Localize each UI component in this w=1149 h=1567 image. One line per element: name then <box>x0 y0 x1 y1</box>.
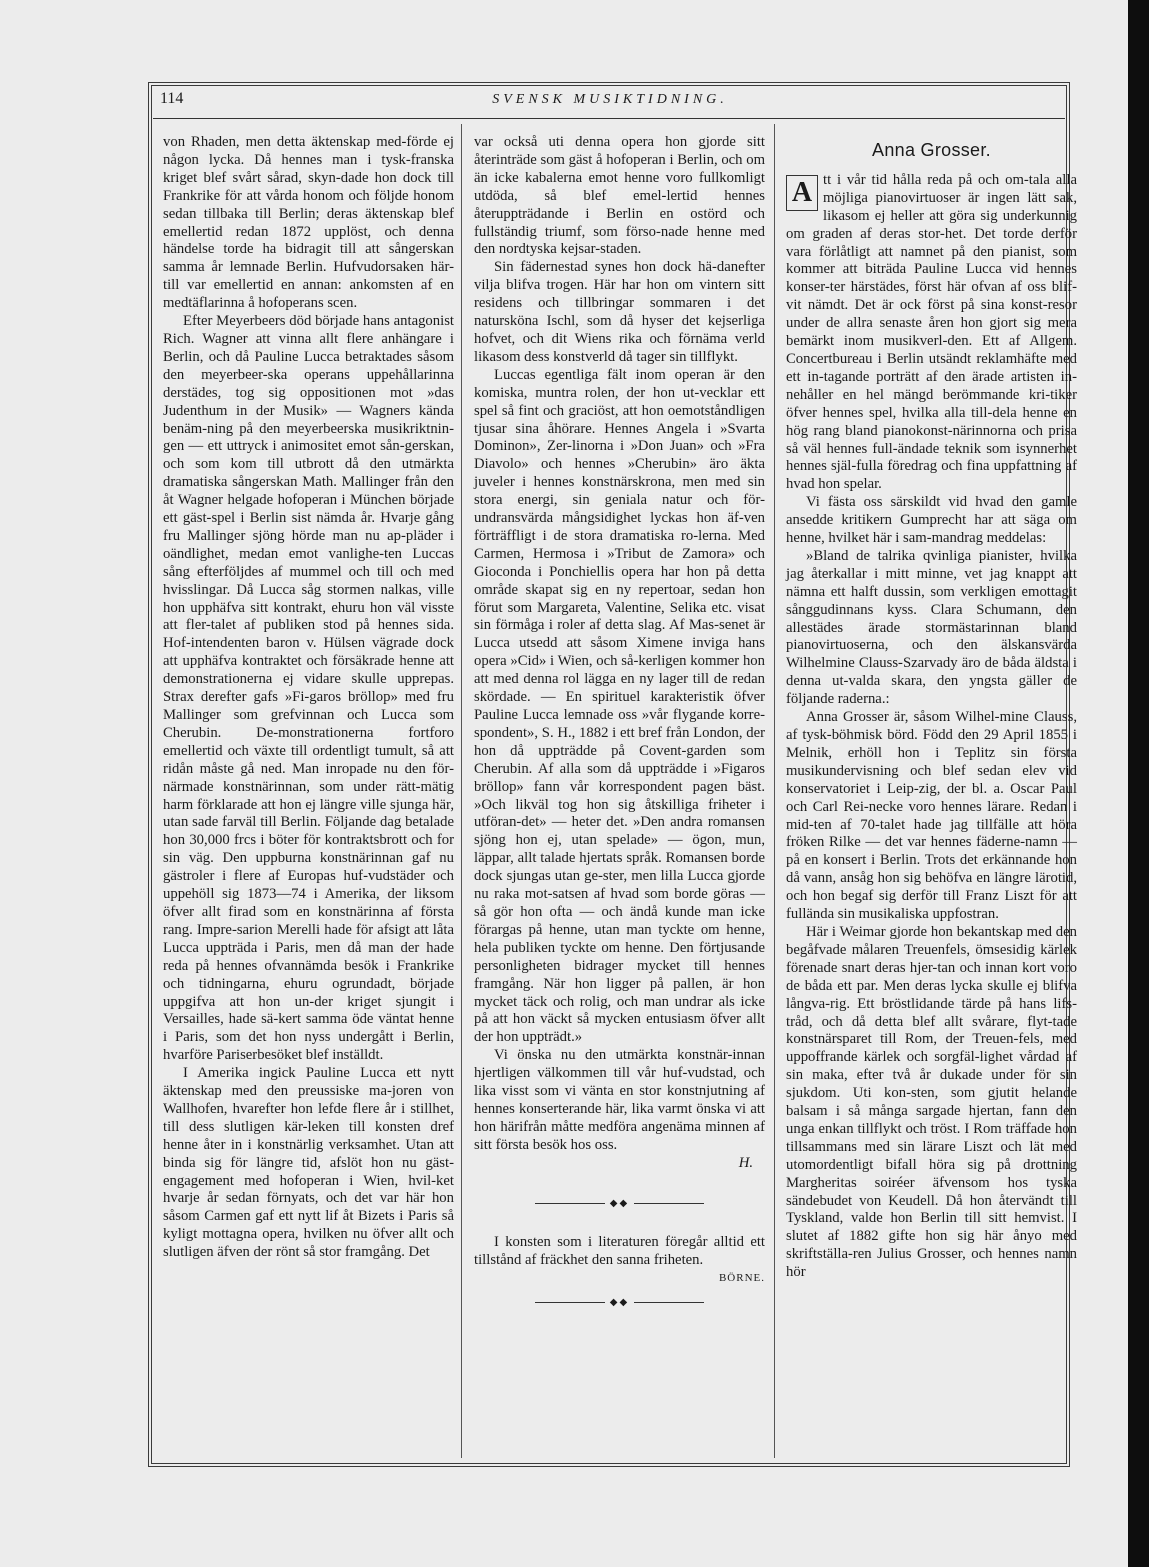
column-2 <box>474 134 765 1334</box>
paragraph: Sin fädernestad synes hon dock hä-danefter vilja blifva trogen. Här har hon om vintern sitt residens och tillbringar sommaren i det natursköna Ischl, som då hyser det kejserliga hofvet, och dit Wiens rika och förnäma verld likasom dess konstverld då tager sin tillflykt. <box>474 259 765 365</box>
paragraph: Vi fästa oss särskildt vid hvad den gamle ansedde kritikern Gumprecht har att säga om henne, hvilket här i sam-mandrag meddelas: <box>786 494 1077 547</box>
article-title: Anna Grosser. <box>872 140 991 160</box>
paragraph: A tt i vår tid hålla reda på och om-tala alla möjliga pianovirtuoser är ingen lätt sak, likasom ej heller att göra sig underkunnig om graden af deras stor-het. Det torde derför vara förlåtligt att namnet på den pianist, som kommer att biträda Pauline Lucca vid hennes konser-ter härstädes, först här ofvan af oss blif-vit nämdt. Det är ock först på sina konst-resor under de allra senaste åren hon gjort sig mera bemärkt inom musikverl-den. Ett af Allgem. Concertbureau i Berlin utsändt reklamhäfte med ett in-tagande porträtt af den ärade artisten in-nehåller en hel mängd berömmande kri-tiker öfver hennes spel, hvilka alla till-dela henne en hög rang bland pianokonst-närinnorna och prisa så väl hennes full-ändade teknik som isynnerhet hennes själ-fulla föredrag och fina uppfattning af hvad hon spelar. <box>786 171 1077 493</box>
page-header <box>160 90 1060 114</box>
column-rule-2 <box>774 124 775 1458</box>
paragraph: Här i Weimar gjorde hon bekantskap med den begåfvade målaren Treuenfels, ömsesidig kärlek förenade snart deras hjer-tan och innan kort voro de båda ett par. Men deras lycka skulle ej blifva långva-rig. Ett bröstlidande tärde på hans lifs-tråd, och då detta blef allt svårare, flyt-tade konstnärsparet till Rom, der Treuen-fels, med uppoffrande kärlek och sorgfäl-lighet vårdad af sin maka, efter två år dukade under för sin sjukdom. Uti kon-sten, som gjutit helande balsam i så många sargade hjertan, fann den unga enkan tillflykt och tröst. I Rom träffade hon tillsammans med sin lärare Liszt och lät med utomordentligt bifall höra sig på drottning Margheritas soiréer äfvensom hos tyska sändebudet von Keudell. Då hon återvändt till Tyskland, valde hon Berlin till sitt hemvist. I slutet af 1882 gifte hon sig här ånyo med skriftställa-ren Julius Grosser, och hennes namn hör <box>786 923 1077 1281</box>
signature: H. <box>738 1154 753 1171</box>
column-3 <box>786 142 1077 1282</box>
quote-author: BÖRNE. <box>718 1272 765 1285</box>
paragraph: var också uti denna opera hon gjorde sitt återinträde som gäst å hofoperan i Berlin, och om än icke kabalerna emot henne voro fullkomligt utdöda, så blef emel-lertid hennes återuppträdande i Berlin en ostörd och fullständig triumf, som förso-nade henne med den nordtyska kejsar-staden. <box>474 134 765 258</box>
paragraph: »Bland de talrika qvinliga pianister, hvilka jag återkallar i mitt minne, vet jag knappt att nämna ett halft dussin, som verkligen emottagit sånggudinnans kyss. Clara Schumann, den allestädes ärade stormästarinnan bland pianovirtuoserna, och den älskansvärda Wilhelmine Clauss-Szarvady äro de båda äldsta i denna ut-valda skara, den yngsta gäller de följande raderna.: <box>786 547 1077 708</box>
paragraph: I Amerika ingick Pauline Lucca ett nytt äktenskap med den preussiske ma-joren von Wallhofen, hvarefter hon lefde flere år i stillhet, till dess slutligen kär-leken till konsten dref henne åter in i konstnärlig verksamhet. Utan att binda sig för längre tid, afslöt hon nu gäst-engagement med hofoperan i Wien, hvil-ket hvarje år sedan förnyats, och det var här hon såsom Carmen gaf ett nytt lif åt Bizets i Paris så kyligt mottagna opera, hvilken nu öfver allt och slutligen äfven der rönt så stor framgång. Det <box>163 1065 454 1261</box>
running-head: SVENSK MUSIKTIDNING. <box>492 92 728 107</box>
scan-edge <box>1128 0 1149 1567</box>
page-number: 114 <box>160 90 184 107</box>
quote-text: I konsten som i literaturen föregår alltid ett tillstånd af fräckhet den sanna friheten. <box>474 1234 765 1269</box>
column-1 <box>163 134 454 1262</box>
header-rule <box>153 118 1065 119</box>
paragraph: von Rhaden, men detta äktenskap med-förde ej någon lycka. Då hennes man i tysk-franska kriget blef svårt sårad, skyn-dade hon dock till Frankrike för att vårda honom och följde honom sedan tillbaka till Berlin; deras äktenskap blef emellertid redan 1872 upplöst, och denna händelse torde ha bidragit till att sångerskan samma år lemnade Berlin. Hufvudorsaken här-till var emellertid en annan: ankomsten af en medtäflarinna å hofoperans scen. <box>163 134 454 312</box>
column-rule-1 <box>461 124 462 1458</box>
paragraph: Anna Grosser är, såsom Wilhel-mine Clauss, af tysk-böhmisk börd. Född den 29 April 1855 i Melnik, erhöll hon i Teplitz sin första musikundervisning och blef sedan elev vid konservatoriet i Leip-zig, der bl. a. Oscar Paul och Carl Rei-necke voro hennes lärare. Redan i mid-ten af 70-talet hade jag tillfälle att höra fröken Rilke — det var hennes fäderne-namn — på en konsert i Berlin. Trots det erkännande hon då vann, ansåg hon sig behöfva en längre lärotid, och hon begaf sig derför till Franz Liszt för att fullända sin musikaliska uppfostran. <box>786 709 1077 923</box>
paragraph: Vi önska nu den utmärkta konstnär-innan hjertligen välkommen till vår huf-vudstad, och lika visst som vi vänta en stor konstnjutning af hennes konserterande här, lika varmt önska vi att hon härifrån måtte medföra angenäma minnen af sitt första besök hos oss. <box>474 1047 765 1153</box>
ornament-divider: ◆◆ <box>474 1294 765 1312</box>
drop-cap: A <box>786 175 818 211</box>
paragraph: Luccas egentliga fält inom operan är den komiska, muntra rolen, der hon ut-vecklar ett spel så fint och graciöst, att hon oemotståndligen tjusar sina åhörare. Hennes Angela i »Svarta Dominon», Zer-linorna i »Don Juan» och »Fra Diavolo» och hennes »Cherubin» äro äkta juveler i hennes konstnärskrona, men med sin stora energi, sin geniala natur och för-undransvärda mångsidighet lyckas hon äf-ven förträffligt i de stora dramatiska ro-lerna. Med Carmen, Hermosa i »Tribut de Zamora» och Gioconda i Ponchiellis opera har hon på detta område skapat sig en ny repertoar, sedan hon förut som Margareta, Valentine, Selika etc. visat sin förmåga i roler af detta slag. Af Mas-senet är Lucca utsedd att såsom Ximene inviga hans opera »Cid» i Wien, och så-kerligen kommer hon att med denna rol lägga en ny lager till de redan skördade. — En spirituel karakteristik öfver Pauline Lucca lemnade oss »vår flygande korre-spondent», S. H., 1882 i ett bref från London, der hon då uppträdde på Covent-garden som Cherubin. Af alla som då uppträdde i »Figaros bröllop» fann vår korrespondent pagen bäst. »Och likväl tog hon sig åtskilliga friheter i utföran-det» — heter det. »Den andra romansen sjöng hon ej, utan spelade» — ögon, mun, läppar, allt talade hjertats språk. Romansen borde dock sjungas utan ge-ster, men lilla Lucca gjorde nu raka mot-satsen af hvad som borde göras — så gör hon ofta — och ändå kunde man icke förargas på henne, utan man tyckte om henne, hela publiken tyckte om henne. Den förtjusande personligheten bidrager mycket till hennes framgång. När hon ligger på pallen, är hon mycket täck och rolig, och man undrar als icke på att hon väckt så mycken entusiasm öfver allt der hon uppträdt.» <box>474 366 765 1046</box>
ornament-divider: ◆◆ <box>474 1195 765 1213</box>
paragraph: Efter Meyerbeers död började hans antagonist Rich. Wagner att vinna allt flere anhängare i Berlin, och då Pauline Lucca betraktades såsom den meyerbeer-ska operans uppehållarinna derstädes, tog sig oppositionen mot »das Judenthum in der Musik» — Wagners kända benäm-ning på den meyerbeerska musikriktnin-gen — ett uttryck i animositet emot sån-gerskan, och som kom till utbrott då den utmärkta dramatiska sångerskan Math. Mallinger från den åt Wagner helgade hofoperan i München började ett gäst-spel i Berlin sist nämda år. Hvarje gång fru Mallinger sjöng hörde man nu ap-pläder i oändlighet, medan emot vanlighe-ten Luccas sång efterföljdes af mummel och till och med hvisslingar. Då Lucca såg stormen nalkas, ville hon upphäfva sitt kontrakt, ehuru hon väl visste att fler-talet af publiken stod på hennes sida. Hof-intendenten baron v. Hülsen vägrade dock att upphäfva kontraktet och försäkrade henne att demonstrationerna ej vidare skulle upprepas. Strax derefter gafs »Fi-garos bröllop» med fru Mallinger som grefvinnan och Lucca som Cherubin. De-monstrationerna fortforo emellertid och växte till ordentligt tumult, så att ridån måste gå ned. Man inropade nu den för-närmade konstnärinnan, som under rätt-mätig harm förklarade att hon ej längre ville sjunga här, utan sade farväl till Berlin. Följande dag betalade hon 30,000 frcs i böter för kontraktsbrott och for sin väg. Den uppburna konstnärinnan gaf nu gästroler i flere af Europas huf-vudstäder och uppehöll sig 1873—74 i Amerika, der liksom öfver allt firad som en konstnärinna af första rang. Impre-sarion Merelli hade för afsigt att låta Lucca uppträda i Paris, men då man der hade reda på hennes ofvannämda besök i Frankrike och tidningarna, ehuru ogrundadt, började uppgifva att hon un-der kriget sjungit i Versailles, hade sä-kert samma öde väntat henne i Paris, som det hon nyss undergått i Berlin, hvarföre Pariserbesöket blef inställdt. <box>163 313 454 1064</box>
quote-block <box>474 1234 765 1288</box>
